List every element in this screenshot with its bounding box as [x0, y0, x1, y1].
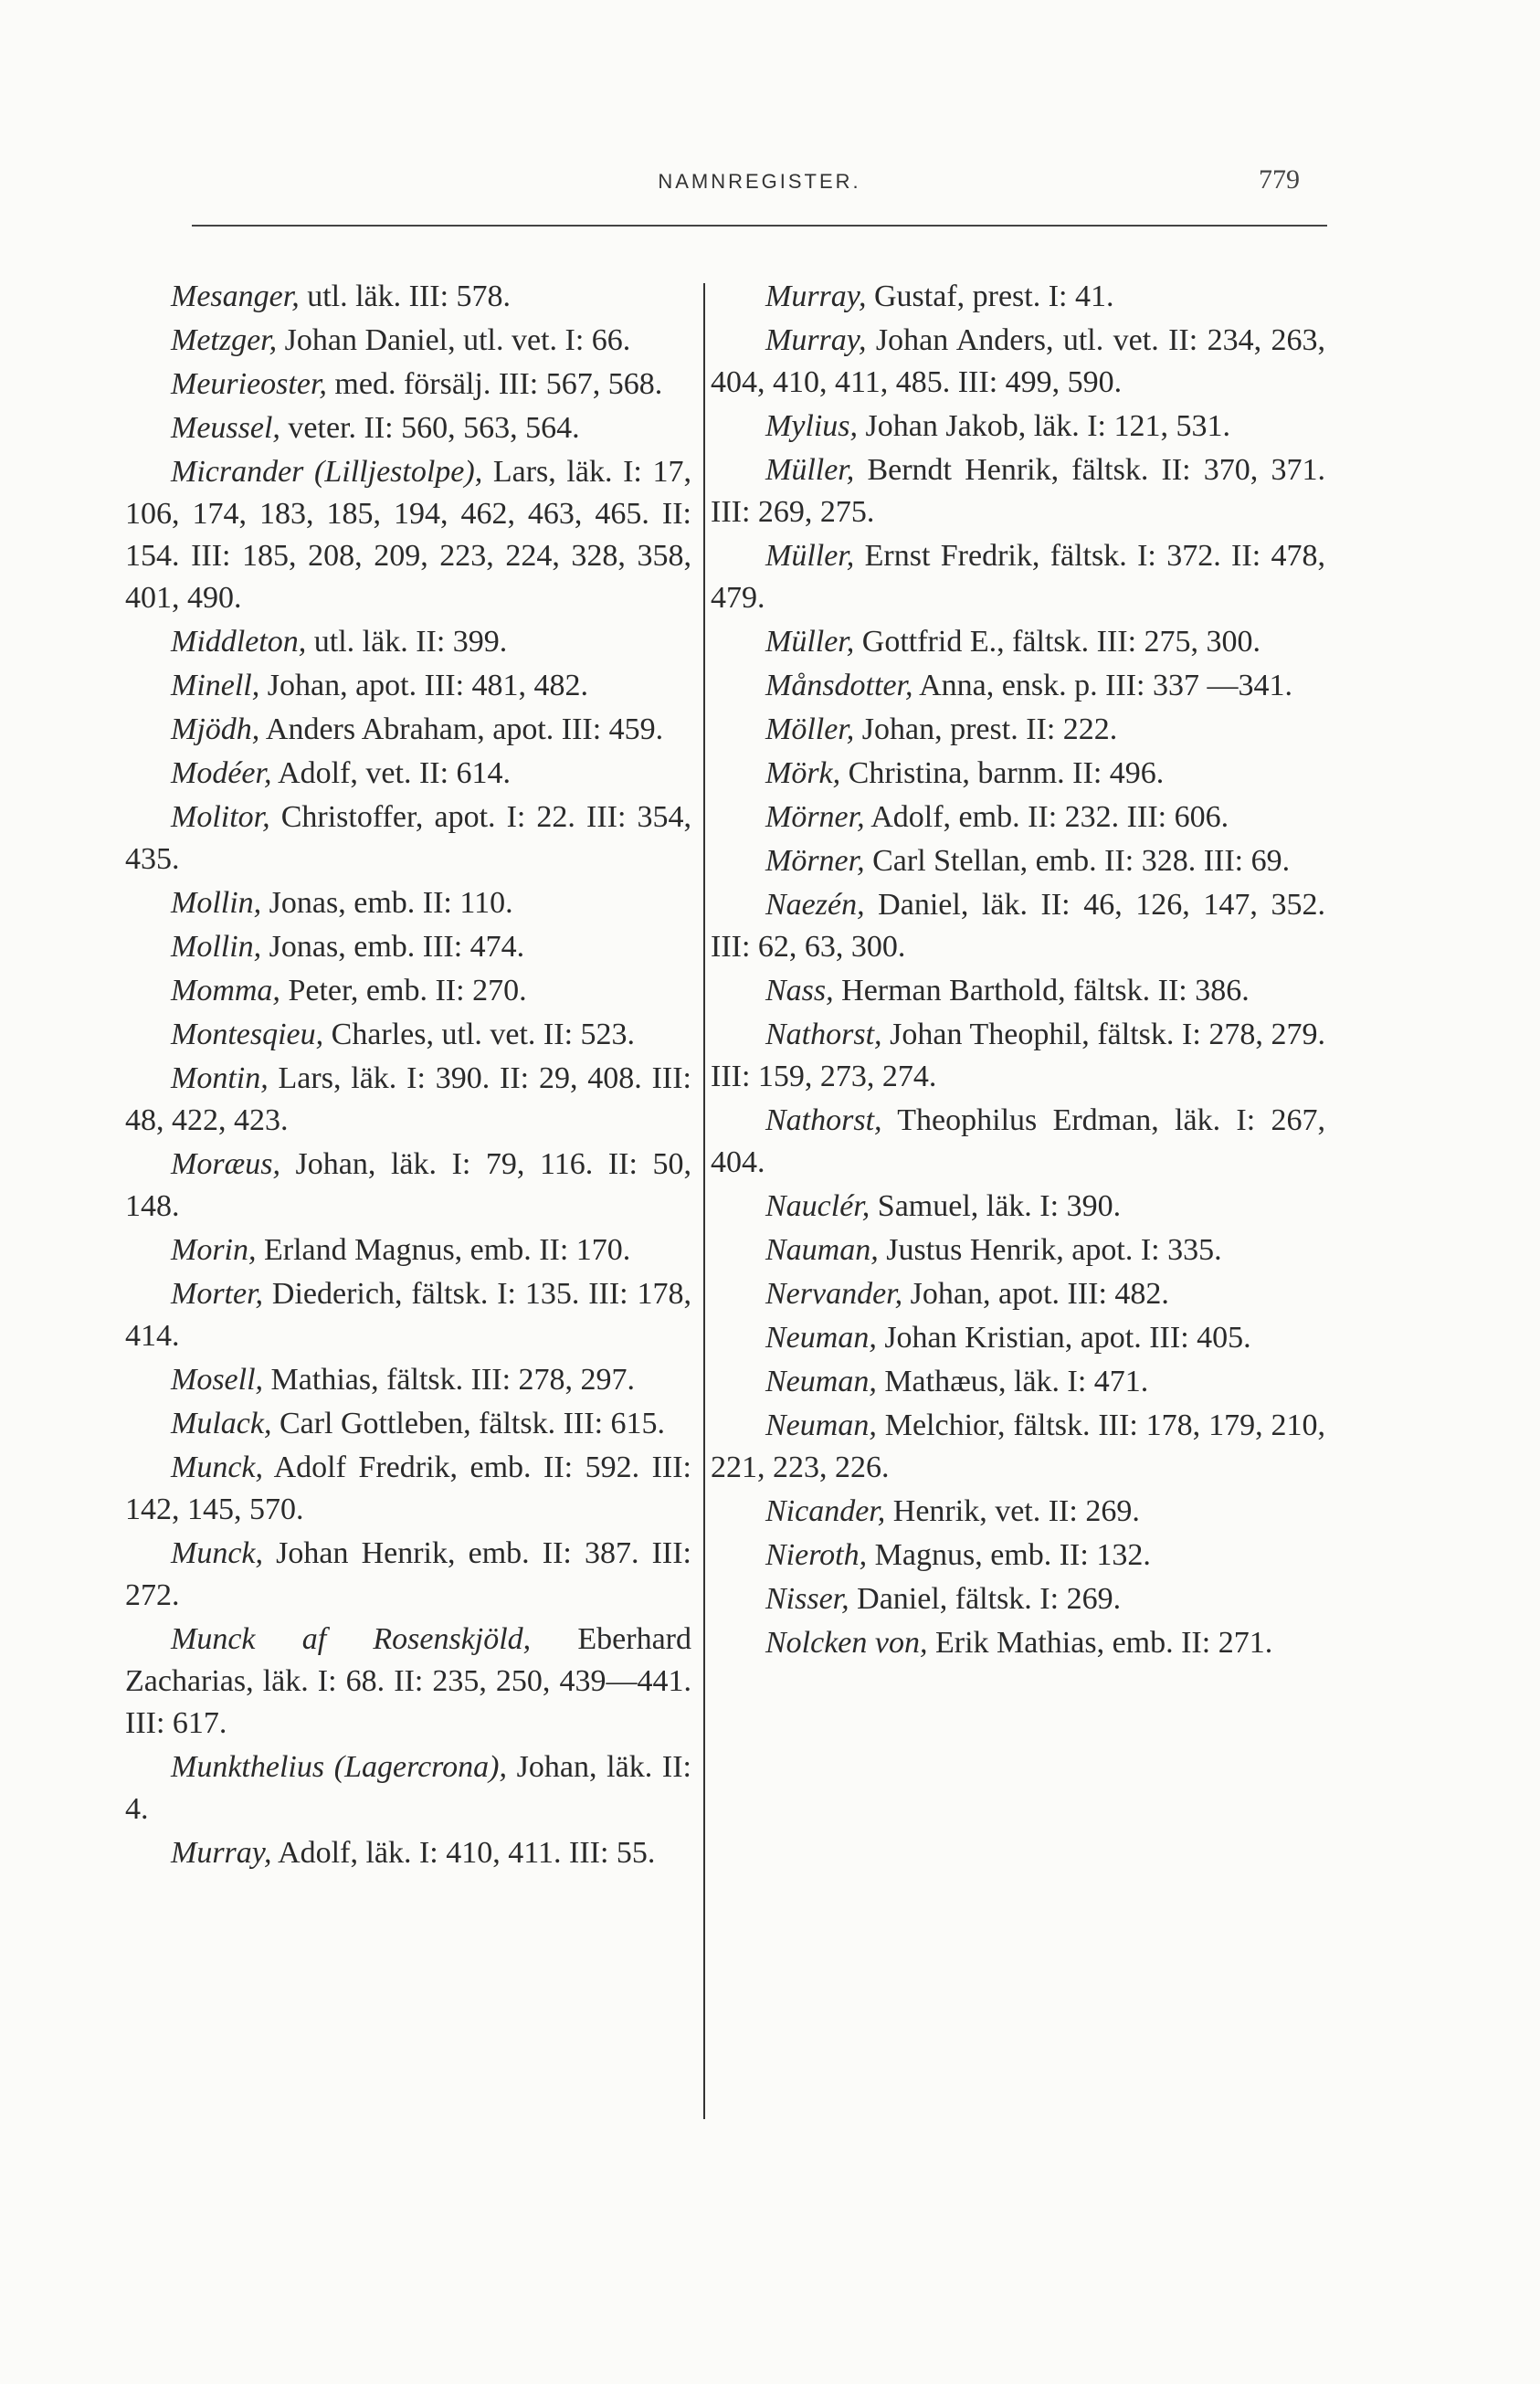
- running-title: NAMNREGISTER.: [658, 170, 861, 193]
- entry-references: Berndt Henrik, fältsk. II: 370, 371. III: 269, 275.: [711, 453, 1325, 529]
- entry-references: Gottfrid E., fältsk. III: 275, 300.: [854, 625, 1261, 659]
- entry-name: Mörner,: [765, 844, 865, 878]
- entry-name: Munck,: [171, 1450, 264, 1484]
- entry-references: Johan Daniel, utl. vet. I: 66.: [277, 323, 631, 357]
- entry-name: Mjödh,: [171, 712, 260, 746]
- entry-name: Nauclér,: [765, 1189, 870, 1223]
- entry-references: Christoffer, apot. I: 22. III: 354, 435.: [125, 800, 691, 876]
- entry-name: Meussel,: [171, 411, 280, 445]
- entry-name: Mollin,: [171, 930, 262, 964]
- entry-name: Moræus,: [171, 1147, 280, 1181]
- entry-references: Christina, barnm. II: 496.: [840, 756, 1165, 790]
- entry-references: Johan, läk. I: 79, 116. II: 50, 148.: [125, 1147, 691, 1223]
- entry-references: Lars, läk. I: 390. II: 29, 408. III: 48, 422, 423.: [125, 1061, 691, 1137]
- index-entry: [125, 1014, 691, 1056]
- entry-references: Johan, apot. III: 481, 482.: [259, 669, 589, 702]
- index-entry: [125, 364, 691, 406]
- entry-name: Müller,: [765, 539, 855, 573]
- index-entry: [711, 884, 1325, 968]
- entry-name: Mylius,: [765, 409, 859, 443]
- page-number: 779: [1259, 164, 1300, 195]
- index-entry: [125, 1746, 691, 1830]
- entry-name: Neuman,: [765, 1321, 877, 1355]
- index-entry: [711, 621, 1325, 663]
- index-entry: [125, 1447, 691, 1531]
- index-entry: [711, 840, 1325, 882]
- entry-references: med. försälj. III: 567, 568.: [326, 367, 663, 401]
- index-entry: [711, 1014, 1325, 1098]
- index-entry: [711, 406, 1325, 448]
- entry-name: Mörner,: [765, 800, 865, 834]
- index-entry: [711, 1535, 1325, 1577]
- index-entry: [125, 1058, 691, 1142]
- left-column: [125, 276, 691, 1876]
- entry-name: Müller,: [765, 625, 855, 659]
- entry-name: Morin,: [171, 1233, 257, 1267]
- entry-name: Mesanger,: [171, 280, 300, 313]
- entry-name: Mörk,: [765, 756, 841, 790]
- entry-name: Nieroth,: [765, 1538, 868, 1572]
- entry-references: Magnus, emb. II: 132.: [867, 1538, 1151, 1572]
- entry-references: Peter, emb. II: 270.: [280, 974, 527, 1007]
- index-entry: [125, 926, 691, 968]
- entry-references: Melchior, fältsk. III: 178, 179, 210, 221, 223, 226.: [711, 1408, 1325, 1484]
- entry-references: utl. läk. II: 399.: [306, 625, 508, 659]
- entry-name: Micrander (Lilljestolpe),: [171, 455, 483, 489]
- header-rule: [192, 225, 1327, 227]
- index-entry: [125, 1229, 691, 1271]
- index-entry: [711, 1100, 1325, 1184]
- entry-references: Erland Magnus, emb. II: 170.: [256, 1233, 631, 1267]
- entry-references: Mathias, fältsk. III: 278, 297.: [263, 1363, 636, 1397]
- index-entry: [711, 276, 1325, 318]
- entry-name: Naezén,: [765, 888, 865, 922]
- index-entry: [125, 451, 691, 619]
- entry-name: Murray,: [171, 1836, 272, 1870]
- index-entry: [125, 882, 691, 924]
- entry-references: veter. II: 560, 563, 564.: [280, 411, 580, 445]
- index-entry: [125, 621, 691, 663]
- index-entry: [125, 320, 691, 362]
- index-entry: [711, 1622, 1325, 1664]
- entry-references: Johan Anders, utl. vet. II: 234, 263, 404, 410, 411, 485. III: 499, 590.: [711, 323, 1325, 399]
- entry-references: Johan Theophil, fältsk. I: 278, 279. III: 159, 273, 274.: [711, 1018, 1325, 1093]
- right-column: [711, 276, 1325, 1666]
- index-entry: [711, 449, 1325, 533]
- index-entry: [711, 796, 1325, 839]
- entry-references: Johan Kristian, apot. III: 405.: [876, 1321, 1251, 1355]
- index-entry: [711, 970, 1325, 1012]
- index-entry: [711, 709, 1325, 751]
- index-entry: [125, 970, 691, 1012]
- entry-references: Charles, utl. vet. II: 523.: [323, 1018, 636, 1051]
- entry-references: Carl Gottleben, fältsk. III: 615.: [271, 1407, 666, 1440]
- entry-name: Möller,: [765, 712, 855, 746]
- index-entry: [711, 1491, 1325, 1533]
- entry-references: Anna, ensk. p. III: 337 —341.: [912, 669, 1293, 702]
- entry-name: Månsdotter,: [765, 669, 913, 702]
- entry-name: Nolcken von,: [765, 1626, 928, 1660]
- index-entry: [125, 796, 691, 881]
- entry-name: Mosell,: [171, 1363, 264, 1397]
- entry-name: Müller,: [765, 453, 855, 487]
- entry-name: Mollin,: [171, 886, 262, 920]
- entry-references: Erik Mathias, emb. II: 271.: [927, 1626, 1273, 1660]
- entry-references: Eberhard Zacharias, läk. I: 68. II: 235, 250, 439—441. III: 617.: [125, 1622, 691, 1740]
- entry-references: Lars, läk. I: 17, 106, 174, 183, 185, 194, 462, 463, 465. II: 154. III: 185, 208, 209, 223, 224, 328, 358, 401, 490.: [125, 455, 691, 615]
- index-entry: [125, 1403, 691, 1445]
- entry-references: Johan, läk. II: 4.: [125, 1750, 692, 1826]
- entry-references: Samuel, läk. I: 390.: [870, 1189, 1122, 1223]
- entry-references: Henrik, vet. II: 269.: [885, 1494, 1140, 1528]
- entry-name: Munck af Rosenskjöld,: [171, 1622, 532, 1656]
- entry-references: Adolf, emb. II: 232. III: 606.: [864, 800, 1229, 834]
- entry-references: Mathæus, läk. I: 471.: [876, 1365, 1149, 1398]
- entry-name: Nass,: [765, 974, 834, 1007]
- entry-name: Nathorst,: [765, 1103, 882, 1137]
- entry-name: Middleton,: [171, 625, 307, 659]
- entry-name: Murray,: [765, 323, 867, 357]
- entry-references: Anders Abraham, apot. III: 459.: [259, 712, 664, 746]
- entry-references: utl. läk. III: 578.: [299, 280, 512, 313]
- entry-name: Nisser,: [765, 1582, 849, 1616]
- entry-name: Neuman,: [765, 1365, 877, 1398]
- entry-references: Johan, prest. II: 222.: [854, 712, 1118, 746]
- entry-references: Daniel, fältsk. I: 269.: [849, 1582, 1122, 1616]
- entry-references: Johan, apot. III: 482.: [902, 1277, 1169, 1311]
- index-entry: [125, 407, 691, 449]
- entry-references: Jonas, emb. II: 110.: [261, 886, 513, 920]
- entry-name: Montesqieu,: [171, 1018, 324, 1051]
- entry-name: Murray,: [765, 280, 867, 313]
- entry-name: Nicander,: [765, 1494, 886, 1528]
- entry-references: Adolf Fredrik, emb. II: 592. III: 142, 145, 570.: [125, 1450, 691, 1526]
- entry-name: Nauman,: [765, 1233, 879, 1267]
- index-entry: [125, 1619, 691, 1745]
- entry-references: Daniel, läk. II: 46, 126, 147, 352. III: 62, 63, 300.: [711, 888, 1325, 964]
- entry-references: Johan Henrik, emb. II: 387. III: 272.: [125, 1536, 691, 1612]
- entry-references: Ernst Fredrik, fältsk. I: 372. II: 478, 479.: [711, 539, 1325, 615]
- index-entry: [711, 1361, 1325, 1403]
- entry-name: Metzger,: [171, 323, 278, 357]
- index-entry: [711, 535, 1325, 619]
- index-entry: [125, 276, 691, 318]
- entry-references: Gustaf, prest. I: 41.: [866, 280, 1114, 313]
- index-entry: [125, 709, 691, 751]
- entry-references: Justus Henrik, apot. I: 335.: [878, 1233, 1222, 1267]
- entry-references: Adolf, läk. I: 410, 411. III: 55.: [271, 1836, 656, 1870]
- index-entry: [711, 320, 1325, 404]
- entry-references: Theophilus Erdman, läk. I: 267, 404.: [711, 1103, 1325, 1179]
- entry-references: Herman Barthold, fältsk. II: 386.: [833, 974, 1250, 1007]
- index-entry: [711, 1317, 1325, 1359]
- entry-name: Minell,: [171, 669, 260, 702]
- index-entry: [125, 1144, 691, 1228]
- index-entry: [125, 1832, 691, 1874]
- entry-name: Neuman,: [765, 1408, 877, 1442]
- entry-name: Momma,: [171, 974, 280, 1007]
- entry-name: Modéer,: [171, 756, 272, 790]
- entry-name: Morter,: [171, 1277, 264, 1311]
- index-entry: [711, 753, 1325, 795]
- entry-name: Nathorst,: [765, 1018, 882, 1051]
- entry-name: Montin,: [171, 1061, 269, 1095]
- index-entry: [125, 665, 691, 707]
- index-entry: [125, 1273, 691, 1357]
- entry-references: Diederich, fältsk. I: 135. III: 178, 414.: [125, 1277, 691, 1353]
- index-entry: [125, 1533, 691, 1617]
- page-header: [192, 157, 1327, 203]
- entry-name: Mulack,: [171, 1407, 272, 1440]
- entry-name: Munkthelius (Lagercrona),: [171, 1750, 507, 1784]
- entry-references: Johan Jakob, läk. I: 121, 531.: [858, 409, 1230, 443]
- index-entry: [711, 665, 1325, 707]
- entry-name: Molitor,: [171, 800, 270, 834]
- entry-name: Munck,: [171, 1536, 264, 1570]
- entry-name: Nervander,: [765, 1277, 903, 1311]
- entry-references: Adolf, vet. II: 614.: [271, 756, 512, 790]
- column-divider: [703, 283, 705, 2119]
- index-entry: [711, 1186, 1325, 1228]
- index-entry: [711, 1229, 1325, 1271]
- entry-name: Meurieoster,: [171, 367, 327, 401]
- index-entry: [125, 753, 691, 795]
- index-entry: [125, 1359, 691, 1401]
- index-entry: [711, 1273, 1325, 1315]
- index-entry: [711, 1405, 1325, 1489]
- entry-references: Jonas, emb. III: 474.: [261, 930, 525, 964]
- index-entry: [711, 1578, 1325, 1620]
- entry-references: Carl Stellan, emb. II: 328. III: 69.: [864, 844, 1291, 878]
